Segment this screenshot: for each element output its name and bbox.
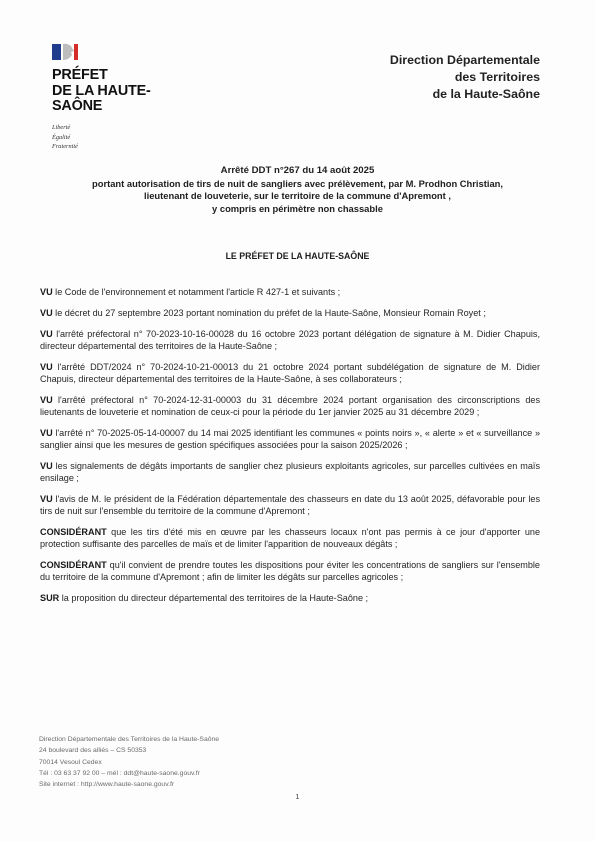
- footer-line: Tél : 03 63 37 92 00 – mél : ddt@haute-saone.gouv.fr: [39, 769, 200, 777]
- issuing-direction: [390, 52, 540, 103]
- title-line: Arrêté DDT n°267 du 14 août 2025: [220, 165, 375, 176]
- paragraph-keyword: VU: [40, 329, 53, 340]
- prefet-line: SAÔNE: [52, 98, 103, 114]
- footer-address: [39, 734, 219, 790]
- direction-line: de la Haute-Saône: [432, 87, 540, 101]
- paragraph-text: que les tirs d'été mis en œuvre par les chasseurs locaux n'ont pas permis à ce jour d'apporter une protection suffisante des parcelles de maïs et de limiter l'apparition de nouveaux dégâts ;: [40, 527, 540, 550]
- considerant-paragraph: [40, 560, 540, 584]
- devise: [52, 123, 78, 152]
- paragraph-keyword: VU: [40, 308, 53, 319]
- title-line: y compris en périmètre non chassable: [212, 202, 383, 214]
- paragraph-text: le décret du 27 septembre 2023 portant nomination du préfet de la Haute-Saône, Monsieur Romain Royet ;: [52, 308, 486, 319]
- paragraph-text: l'avis de M. le président de la Fédération départementale des chasseurs en date du 13 août 2025, défavorable pour les tirs de nuit sur l'ensemble du territoire de la commune d'Apremont ;: [40, 494, 540, 517]
- prefet-wordmark: [52, 68, 162, 115]
- paragraph-keyword: VU: [40, 287, 53, 297]
- marianne-icon: [52, 42, 78, 62]
- prefet-line: DE LA HAUTE-: [52, 82, 151, 99]
- direction-line: Direction Départementale: [389, 53, 540, 67]
- considerant-paragraph: [40, 527, 540, 551]
- page-number: 1: [295, 792, 300, 801]
- paragraph-keyword: SUR: [40, 593, 60, 604]
- paragraph-keyword: CONSIDÉRANT: [40, 527, 107, 538]
- paragraph-text: les signalements de dégâts importants de sanglier chez plusieurs exploitants agricoles, sur parcelles cultivées en maïs ensilage ;: [40, 461, 540, 484]
- preamble: [40, 287, 540, 614]
- paragraph-text: l'arrêté n° 70-2025-05-14-00007 du 14 mai 2025 identifiant les communes « points noirs », « alerte » et « surveillance » sanglier ainsi que les mesures de gestion spécifiques associées pour la saison 2025/2026 ;: [40, 428, 540, 451]
- proposal-paragraph: [40, 593, 540, 605]
- paragraph-keyword: VU: [40, 395, 53, 406]
- title-line: portant autorisation de tirs de nuit de sangliers avec prélèvement, par M. Prodhon Christian,: [91, 177, 504, 189]
- paragraph-text: la proposition du directeur départemental des territoires de la Haute-Saône ;: [59, 593, 369, 604]
- visa-paragraph: [40, 494, 540, 518]
- visa-paragraph: [40, 287, 540, 299]
- title-line: lieutenant de louveterie, sur le territoire de la commune d'Apremont ,: [144, 190, 451, 202]
- prefet-line: PRÉFET: [52, 67, 108, 83]
- paragraph-keyword: VU: [40, 428, 53, 439]
- prefet-heading: LE PRÉFET DE LA HAUTE-SAÔNE: [225, 251, 370, 261]
- paragraph-keyword: VU: [40, 362, 53, 373]
- footer-line: 24 boulevard des alliés – CS 50353: [39, 747, 147, 755]
- paragraph-keyword: VU: [40, 461, 53, 472]
- paragraph-text: le Code de l'environnement et notamment l'article R 427-1 et suivants ;: [52, 287, 341, 297]
- devise-line: Liberté: [52, 124, 71, 131]
- paragraph-keyword: CONSIDÉRANT: [40, 560, 107, 571]
- devise-line: Fraternité: [52, 143, 78, 150]
- paragraph-text: l'arrêté DDT/2024 n° 70-2024-10-21-00013 du 21 octobre 2024 portant subdélégation de signature de M. Didier Chapuis, directeur départemental des territoires de la Haute-Saône, à ses collaborateurs ;: [40, 362, 540, 385]
- direction-line: des Territoires: [454, 70, 540, 84]
- paragraph-keyword: VU: [40, 494, 53, 505]
- footer-line: Direction Départementale des Territoires de la Haute-Saône: [39, 736, 220, 743]
- devise-line: Égalité: [52, 133, 71, 141]
- decree-title: [0, 165, 595, 215]
- footer-line: Site internet : http://www.haute-saone.gouv.fr: [39, 781, 175, 789]
- visa-paragraph: [40, 329, 540, 353]
- paragraph-text: l'arrêté préfectoral n° 70-2023-10-16-00028 du 16 octobre 2023 portant délégation de signature à M. Didier Chapuis, directeur départemental des territoires de la Haute-Saône ;: [40, 329, 540, 352]
- visa-paragraph: [40, 362, 540, 386]
- paragraph-text: l'arrêté préfectoral n° 70-2024-12-31-00003 du 31 décembre 2024 portant organisation des circonscriptions des lieutenants de louveterie et nomination de ceux-ci pour la période du 1er janvier 2025 au 31 décembre 2029 ;: [40, 395, 540, 418]
- visa-paragraph: [40, 308, 540, 320]
- visa-paragraph: [40, 461, 540, 485]
- paragraph-text: qu'il convient de prendre toutes les dispositions pour éviter les concentrations de sangliers sur l'ensemble du territoire de la commune d'Apremont ; afin de limiter les dégâts sur parcelles agricoles ;: [40, 560, 540, 583]
- footer-line: 70014 Vesoul Cedex: [39, 758, 102, 766]
- visa-paragraph: [40, 395, 540, 419]
- visa-paragraph: [40, 428, 540, 452]
